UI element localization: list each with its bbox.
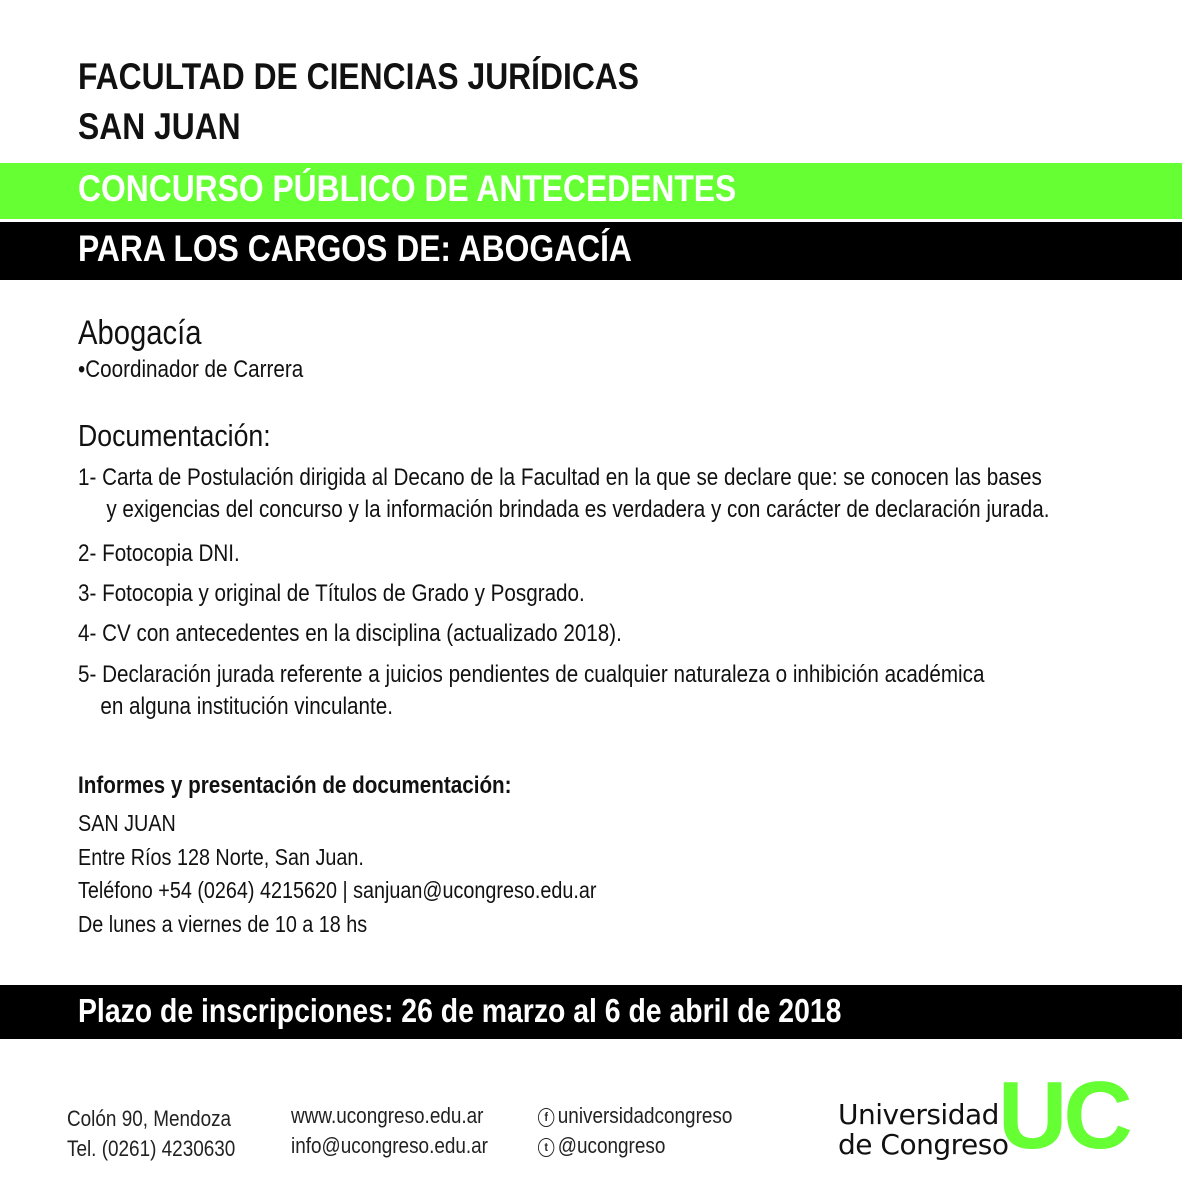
requirement-number: 3- (78, 580, 97, 607)
position-item (78, 356, 303, 384)
logo-text-congreso: de Congreso (838, 1128, 1009, 1161)
footer-email-link[interactable]: info@ucongreso.edu.ar (291, 1133, 488, 1158)
faculty-title: FACULTAD DE CIENCIAS JURÍDICAS (78, 56, 640, 97)
requirement-item (78, 462, 1049, 526)
requirement-number: 1- (78, 464, 97, 491)
requirement-text-continued: en alguna institución vinculante. (100, 693, 393, 720)
logo-text-university: Universidad (838, 1098, 999, 1131)
info-phone-email: Teléfono +54 (0264) 4215620 | sanjuan@ucongreso.edu.ar (78, 877, 597, 903)
footer-phone: Tel. (0261) 4230630 (67, 1136, 236, 1161)
uc-logo-mark: UC (998, 1062, 1129, 1169)
requirement-text: Declaración jurada referente a juicios pendientes de cualquier naturaleza o inhibición académica (102, 661, 985, 688)
green-banner-text: CONCURSO PÚBLICO DE ANTECEDENTES (78, 168, 737, 209)
info-title: Informes y presentación de documentación: (78, 772, 512, 799)
bullet: • (78, 356, 86, 383)
footer-twitter-link[interactable] (538, 1133, 665, 1159)
requirement-text-continued: y exigencias del concurso y la información brindada es verdadera y con carácter de declaración jurada. (106, 496, 1050, 523)
footer-website-link[interactable]: www.ucongreso.edu.ar (291, 1103, 484, 1128)
twitter-icon: t (538, 1138, 554, 1157)
info-address: Entre Ríos 128 Norte, San Juan. (78, 844, 364, 870)
position-label: Coordinador de Carrera (85, 356, 304, 383)
facebook-handle: universidadcongreso (557, 1103, 733, 1128)
requirement-text: Carta de Postulación dirigida al Decano de la Facultad en la que se declare que: se conocen las bases (102, 464, 1042, 491)
requirement-text: Fotocopia DNI. (102, 540, 240, 567)
requirement-item (78, 618, 622, 650)
requirement-item (78, 538, 240, 570)
section-title: Abogacía (78, 314, 202, 352)
requirement-number: 4- (78, 620, 97, 647)
twitter-handle: @ucongreso (557, 1133, 666, 1158)
facebook-icon: f (538, 1108, 554, 1127)
requirement-number: 5- (78, 661, 97, 688)
requirement-text: CV con antecedentes en la disciplina (actualizado 2018). (102, 620, 622, 647)
deadline-text: Plazo de inscripciones: 26 de marzo al 6 de abril de 2018 (78, 992, 842, 1029)
black-banner-text: PARA LOS CARGOS DE: ABOGACÍA (78, 228, 632, 269)
info-city: SAN JUAN (78, 810, 176, 836)
faculty-subtitle: SAN JUAN (78, 106, 241, 147)
info-hours: De lunes a viernes de 10 a 18 hs (78, 911, 368, 937)
requirement-item (78, 659, 984, 723)
requirement-text: Fotocopia y original de Títulos de Grado y Posgrado. (102, 580, 585, 607)
footer-facebook-link[interactable] (538, 1103, 732, 1129)
documentation-title: Documentación: (78, 418, 271, 453)
requirement-number: 2- (78, 540, 97, 567)
requirement-item (78, 578, 585, 610)
footer-address: Colón 90, Mendoza (67, 1106, 232, 1131)
